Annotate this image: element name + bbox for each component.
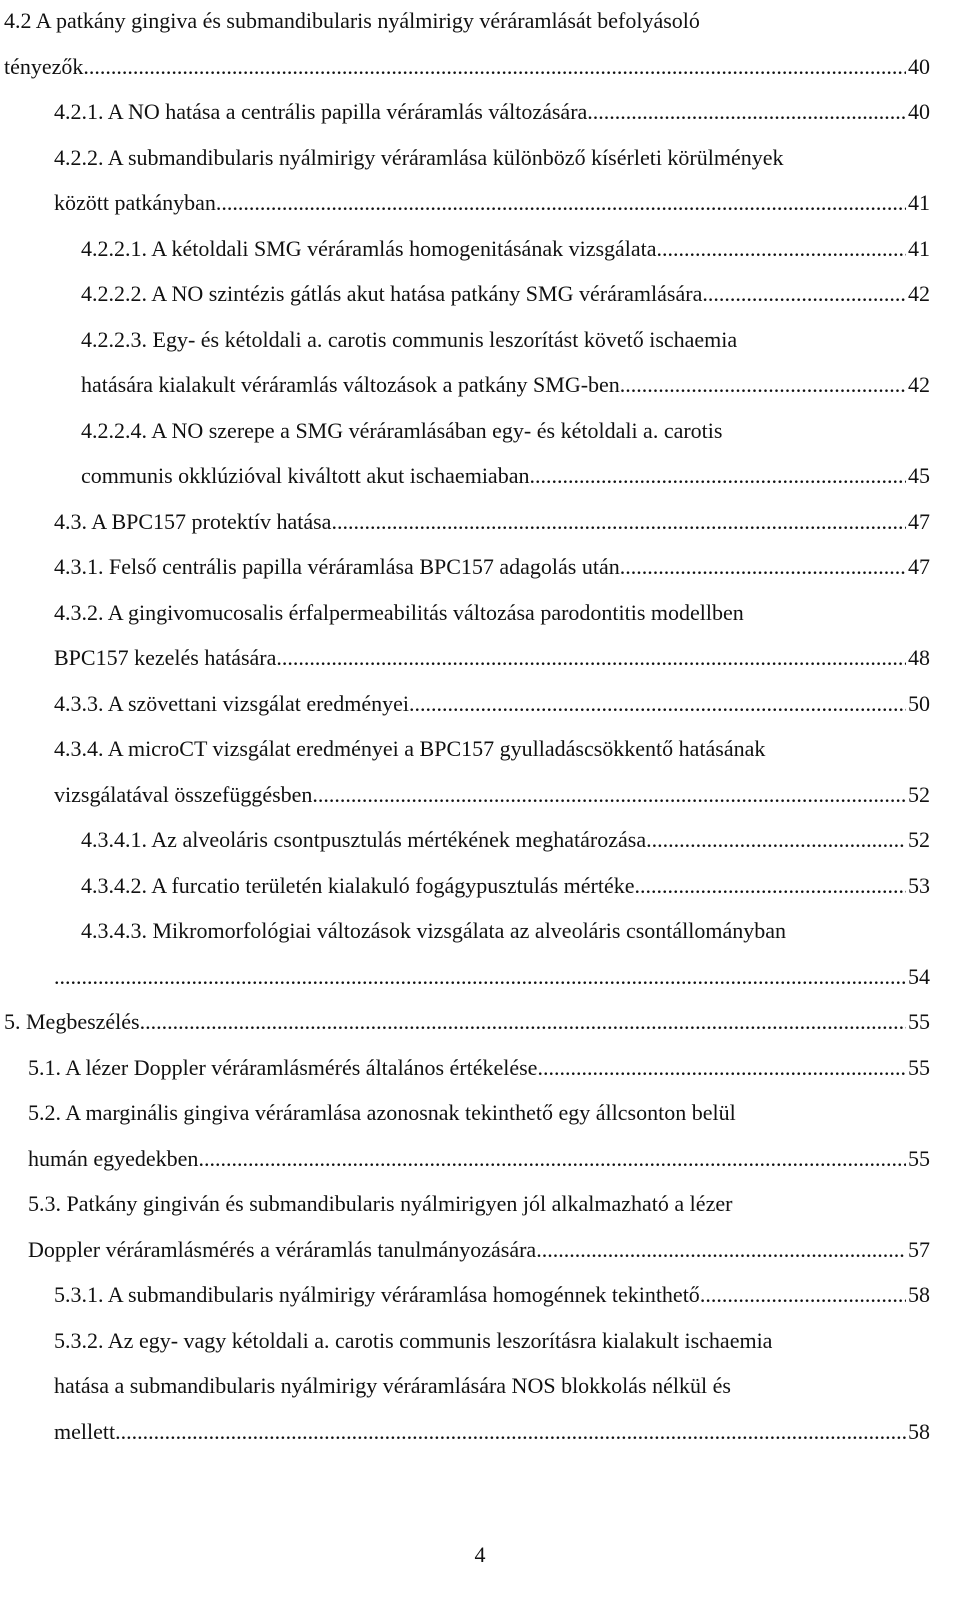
toc-leader-dots [54, 956, 906, 998]
toc-leader-dots [587, 91, 906, 133]
toc-leader-dots [700, 1274, 906, 1316]
toc-entry-title: 4.2.2.3. Egy- és kétoldali a. carotis communis leszorítást követő ischaemia [81, 326, 738, 352]
toc-entry-title: tényezők [4, 53, 84, 79]
toc-entry-title: 4.2.2.1. A kétoldali SMG véráramlás homogenitásának vizsgálata [81, 235, 657, 261]
toc-entry-page: 55 [908, 1009, 930, 1034]
toc-entry-page: 58 [908, 1282, 930, 1307]
toc-entry-page: 53 [908, 872, 930, 898]
toc-entry-page: 50 [908, 690, 930, 716]
toc-entry[interactable] [0, 910, 960, 1001]
toc-entry[interactable] [0, 1001, 960, 1047]
toc-entry[interactable] [0, 592, 960, 683]
toc-entry[interactable] [0, 819, 960, 865]
toc-leader-dots [140, 1001, 906, 1043]
toc-entry[interactable] [0, 683, 960, 729]
toc-leader-dots [702, 273, 906, 315]
toc-leader-dots [635, 865, 906, 907]
toc-leader-dots [646, 819, 906, 861]
toc-entry-title: 4.3.3. A szövettani vizsgálat eredményei [54, 690, 409, 716]
toc-entry-page: 47 [908, 554, 930, 579]
toc-leader-dots [537, 1047, 906, 1089]
toc-entry-title: vizsgálatával összefüggésben [54, 781, 313, 807]
page-number: 4 [474, 1542, 486, 1567]
toc-entry[interactable] [0, 228, 960, 274]
toc-entry-title: 4.2 A patkány gingiva és submandibularis nyálmirigy véráramlását befolyásoló [4, 8, 700, 33]
toc-entry[interactable] [0, 137, 960, 228]
toc-leader-dots [331, 501, 906, 543]
toc-entry[interactable] [0, 501, 960, 547]
toc-entry-page: 48 [908, 645, 930, 670]
toc-entry-page: 45 [908, 463, 930, 488]
toc-leader-dots [620, 364, 906, 406]
toc-entry-page: 55 [908, 1054, 930, 1080]
toc-entry-page: 40 [908, 53, 930, 79]
toc-leader-dots [536, 1229, 906, 1271]
toc-entry-page: 54 [908, 963, 930, 989]
toc-entry-page: 41 [908, 190, 930, 215]
toc-leader-dots [657, 228, 906, 270]
toc-leader-dots [409, 683, 906, 725]
toc-entry-title: 5.3.2. Az egy- vagy kétoldali a. carotis communis leszorításra kialakult ischaemia [54, 1327, 773, 1353]
toc-entry-title: 4.3.2. A gingivomucosalis érfalpermeabilitás változása parodontitis modellben [54, 599, 744, 625]
toc-entry-title: 5. Megbeszélés [4, 1009, 140, 1034]
toc-entry-page: 52 [908, 827, 930, 852]
toc-entry[interactable] [0, 546, 960, 592]
toc-entry-title: hatására kialakult véráramlás változások a patkány SMG-ben [81, 372, 620, 397]
toc-entry-title: 5.1. A lézer Doppler véráramlásmérés általános értékelése [28, 1054, 538, 1080]
toc-leader-dots [115, 1411, 906, 1453]
toc-entry-title: 4.3.4.1. Az alveoláris csontpusztulás mértékének meghatározása [81, 827, 647, 852]
toc-entry-title: 4.2.1. A NO hatása a centrális papilla véráramlás változására [54, 99, 588, 124]
toc-leader-dots [83, 46, 906, 88]
toc-leader-dots [312, 774, 906, 816]
toc-entry-page: 57 [908, 1236, 930, 1262]
toc-entry-title: 4.3.1. Felső centrális papilla véráramlása BPC157 adagolás után [54, 554, 620, 579]
toc-entry-title: Doppler véráramlásmérés a véráramlás tanulmányozására [28, 1236, 537, 1262]
toc-entry[interactable] [0, 865, 960, 911]
toc-entry-title: 5.3.1. A submandibularis nyálmirigy véráramlása homogénnek tekinthető [54, 1282, 700, 1307]
toc-entry[interactable] [0, 728, 960, 819]
toc-entry-title: 4.2.2. A submandibularis nyálmirigy véráramlása különböző kísérleti körülmények [54, 144, 784, 170]
toc-entry-title: 5.3. Patkány gingiván és submandibularis nyálmirigyen jól alkalmazható a lézer [28, 1191, 733, 1216]
toc-entry-title: communis okklúzióval kiváltott akut ischaemiaban [81, 463, 530, 488]
toc-entry-title: mellett [54, 1418, 116, 1444]
toc-entry-title: 4.3. A BPC157 protektív hatása [54, 508, 332, 534]
toc-entry-page: 41 [908, 235, 930, 261]
toc-entry-title: BPC157 kezelés hatására [54, 645, 277, 670]
toc-entry-title: 4.3.4.2. A furcatio területén kialakuló fogágypusztulás mértéke [81, 872, 635, 898]
toc-entry-title: humán egyedekben [28, 1145, 199, 1171]
toc-entry[interactable] [0, 1183, 960, 1274]
toc-entry-title: 4.3.4. A microCT vizsgálat eredményei a BPC157 gyulladáscsökkentő hatásának [54, 736, 766, 761]
toc-entry-page: 42 [908, 372, 930, 397]
toc-leader-dots [216, 182, 906, 224]
toc-entry-page: 55 [908, 1145, 930, 1171]
toc-entry-page: 40 [908, 99, 930, 124]
toc-entry[interactable] [0, 0, 960, 91]
toc-leader-dots [276, 637, 906, 679]
toc-entry[interactable] [0, 1320, 960, 1457]
toc-entry-title: 4.3.4.3. Mikromorfológiai változások vizsgálata az alveoláris csontállományban [81, 918, 787, 943]
toc-entry-page: 58 [908, 1418, 930, 1444]
toc-entry[interactable] [0, 273, 960, 319]
toc-entry-title: 4.2.2.2. A NO szintézis gátlás akut hatása patkány SMG véráramlására [81, 281, 703, 306]
toc-leader-dots [198, 1138, 906, 1180]
toc-leader-dots [620, 546, 906, 588]
toc-entry-page: 42 [908, 281, 930, 306]
toc-entry[interactable] [0, 1047, 960, 1093]
toc-entry-page: 52 [908, 781, 930, 807]
toc-entry-title: 4.2.2.4. A NO szerepe a SMG véráramlásában egy- és kétoldali a. carotis [81, 417, 723, 443]
toc-entry[interactable] [0, 1274, 960, 1320]
toc-leader-dots [529, 455, 906, 497]
toc-entry[interactable] [0, 319, 960, 410]
toc-entry-title: hatása a submandibularis nyálmirigy véráramlására NOS blokkolás nélkül és [54, 1373, 731, 1398]
toc-entry[interactable] [0, 410, 960, 501]
toc-entry[interactable] [0, 91, 960, 137]
toc-entry-title: között patkányban [54, 190, 216, 215]
toc-entry-page: 47 [908, 508, 930, 534]
toc-entry[interactable] [0, 1092, 960, 1183]
toc-entry-title: 5.2. A marginális gingiva véráramlása azonosnak tekinthető egy állcsonton belül [28, 1100, 736, 1125]
